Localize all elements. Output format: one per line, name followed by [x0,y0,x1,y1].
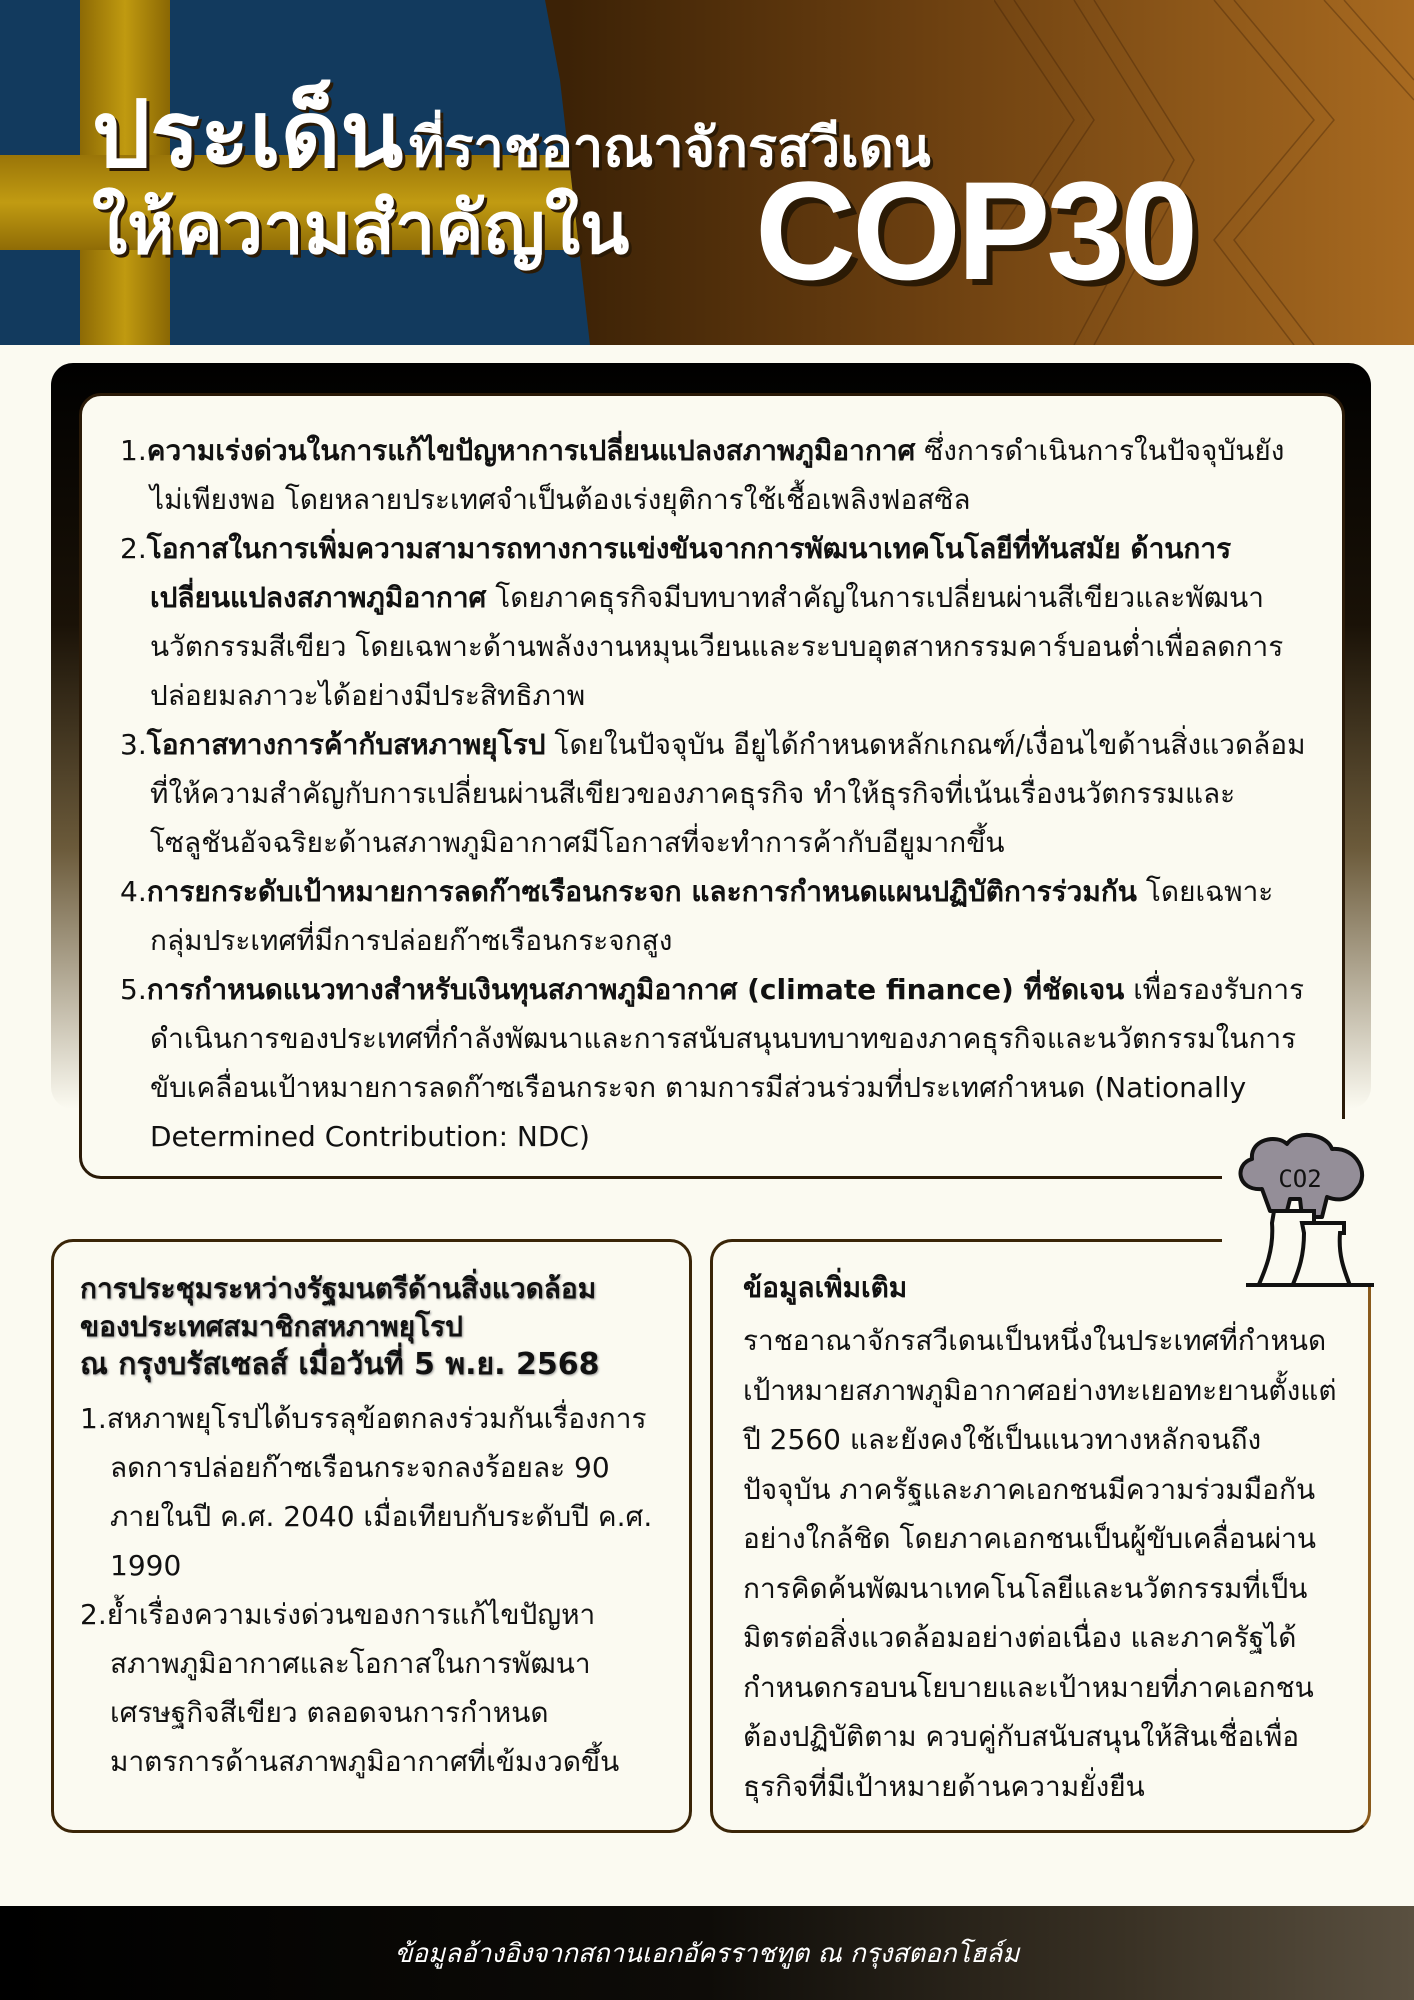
co2-factory-icon [1222,1119,1374,1287]
header-banner [0,0,1414,345]
title-line-2: ให้ความสำคัญใน [92,186,630,270]
key-issues-box [79,393,1345,1179]
meeting-item: 1.สหภาพยุโรปได้บรรลุข้อตกลงร่วมกันเรื่องการลดการปล่อยก๊าซเรือนกระจกลงร้อยละ 90 ภายในปี ค.ศ. 2040 เมื่อเทียบกับระดับปี ค.ศ. 1990 [80,1402,653,1582]
eu-meeting-heading: การประชุมระหว่างรัฐมนตรีด้านสิ่งแวดล้อม ของประเทศสมาชิกสหภาพยุโรป ณ กรุงบรัสเซลส์ เมื่อวันที่ 5 พ.ย. 2568 [80,1272,600,1382]
issue-item: 2.โอกาสในการเพิ่มความสามารถทางการแข่งขันจากการพัฒนาเทคโนโลยีที่ทันสมัย ด้านการเปลี่ยนแปลงสภาพภูมิอากาศ โดยภาคธุรกิจมีบทบาทสำคัญในการเปลี่ยนผ่านสีเขียวและพัฒนานวัตกรรมสีเขียว โดยเฉพาะด้านพลังงานหมุนเวียนและระบบอุตสาหกรรมคาร์บอนต่ำเพื่อลดการปล่อยมลภาวะได้อย่างมีประสิทธิภาพ [120,532,1284,712]
title-small-words: ที่ราชอาณาจักรสวีเดน [408,116,931,179]
issue-item: 1.ความเร่งด่วนในการแก้ไขปัญหาการเปลี่ยนแปลงสภาพภูมิอากาศ ซึ่งการดำเนินการในปัจจุบันยังไม่เพียงพอ โดยหลายประเทศจำเป็นต้องเร่งยุติการใช้เชื้อเพลิงฟอสซิล [120,434,1285,516]
issue-item: 4.การยกระดับเป้าหมายการลดก๊าซเรือนกระจก และการกำหนดแผนปฏิบัติการร่วมกัน โดยเฉพาะกลุ่มประเทศที่มีการปล่อยก๊าซเรือนกระจกสูง [120,875,1274,957]
issue-item: 5.การกำหนดแนวทางสำหรับเงินทุนสภาพภูมิอากาศ (climate finance) ที่ชัดเจน เพื่อรองรับการดำเนินการของประเทศที่กำลังพัฒนาและการสนับสนุนบทบาทของภาคธุรกิจและนวัตกรรมในการขับเคลื่อนเป้าหมายการลดก๊าซเรือนกระจก ตามการมีส่วนร่วมที่ประเทศกำหนด (Nationally Determined Contribution: NDC) [120,973,1305,1153]
issue-item: 3.โอกาสทางการค้ากับสหภาพยุโรป โดยในปัจจุบัน อียูได้กำหนดหลักเกณฑ์/เงื่อนไขด้านสิ่งแวดล้อมที่ให้ความสำคัญกับการเปลี่ยนผ่านสีเขียวของภาคธุรกิจ ทำให้ธุรกิจที่เน้นเรื่องนวัตกรรมและโซลูชันอัจฉริยะด้านสภาพภูมิอากาศมีโอกาสที่จะทำการค้ากับอียูมากขึ้น [120,728,1306,859]
title-big-word: ประเด็น [92,81,404,188]
footer-source: ข้อมูลอ้างอิงจากสถานเอกอัครราชทูต ณ กรุงสตอกโฮล์ม [0,1906,1414,2000]
co2-label: CO2 [1278,1165,1322,1193]
meeting-item: 2.ย้ำเรื่องความเร่งด่วนของการแก้ไขปัญหาสภาพภูมิอากาศและโอกาสในการพัฒนาเศรษฐกิจสีเขียว ตลอดจนการกำหนดมาตรการด้านสภาพภูมิอากาศที่เข้มงวดขึ้น [80,1598,620,1778]
eu-meeting-box [51,1239,692,1833]
additional-info-heading: ข้อมูลเพิ่มเติม [743,1271,908,1304]
additional-info-box [710,1239,1371,1833]
additional-info-body: ราชอาณาจักรสวีเดนเป็นหนึ่งในประเทศที่กำหนดเป้าหมายสภาพภูมิอากาศอย่างทะเยอทะยานตั้งแต่ปี 2560 และยังคงใช้เป็นแนวทางหลักจนถึงปัจจุบัน ภาครัฐและภาคเอกชนมีความร่วมมือกันอย่างใกล้ชิด โดยภาคเอกชนเป็นผู้ขับเคลื่อนผ่านการคิดค้นพัฒนาเทคโนโลยีและนวัตกรรมที่เป็นมิตรต่อสิ่งแวดล้อมอย่างต่อเนื่อง และภาครัฐได้กำหนดกรอบนโยบายและเป้าหมายที่ภาคเอกชนต้องปฏิบัติตาม ควบคู่กับสนับสนุนให้สินเชื่อเพื่อธุรกิจที่มีเป้าหมายด้านความยั่งยืน [743,1324,1337,1803]
cop30-title: COP30 [755,152,1195,309]
